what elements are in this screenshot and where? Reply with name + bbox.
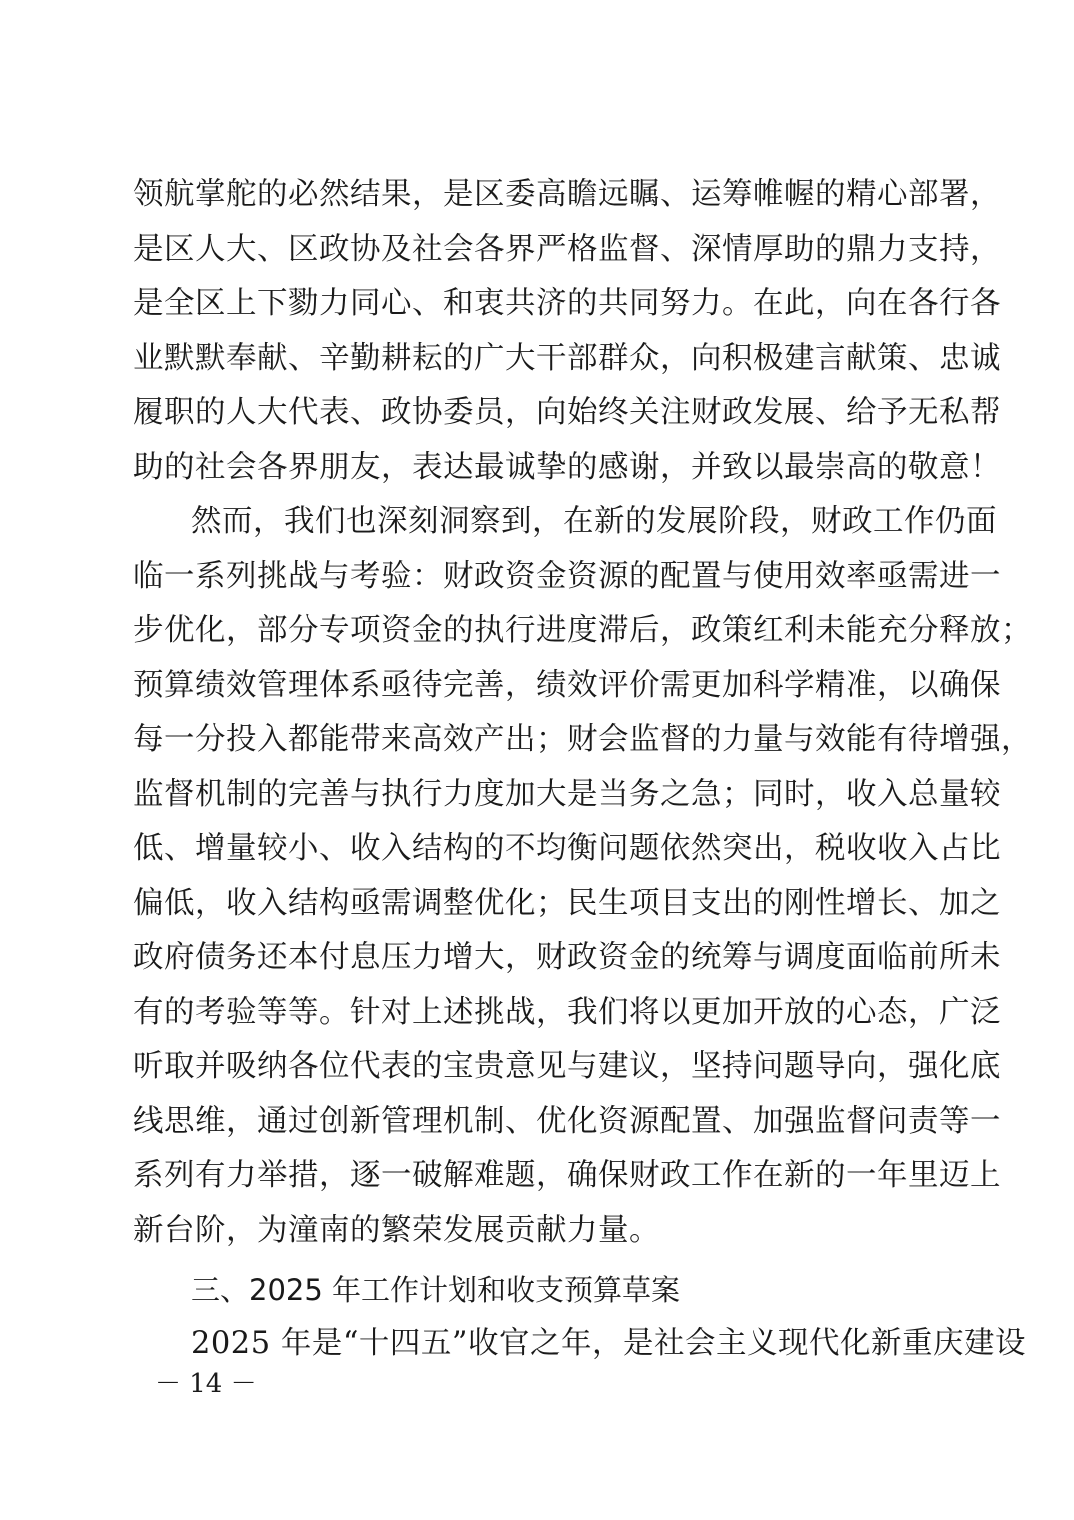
text-line: 是区人大、区政协及社会各界严格监督、深情厚助的鼎力支持，	[133, 232, 1001, 267]
text-line: 是全区上下勠力同心、和衷共济的共同努力。在此，向在各行各	[133, 286, 1001, 321]
text-line: 业默默奉献、辛勤耕耘的广大干部群众，向积极建言献策、忠诚	[133, 341, 1001, 376]
text-line: 临一系列挑战与考验：财政资金资源的配置与使用效率亟需进一	[133, 559, 1001, 594]
text-line: 助的社会各界朋友，表达最诚挚的感谢，并致以最崇高的敬意！	[133, 450, 1001, 485]
text-line: 监督机制的完善与执行力度加大是当务之急；同时，收入总量较	[133, 777, 1001, 812]
section-heading: 三、2025 年工作计划和收支预算草案	[191, 1273, 681, 1307]
text-line: 系列有力举措，逐一破解难题，确保财政工作在新的一年里迈上	[133, 1158, 1001, 1193]
text-line: 偏低，收入结构亟需调整优化；民生项目支出的刚性增长、加之	[133, 886, 1001, 921]
text-line: 每一分投入都能带来高效产出；财会监督的力量与效能有待增强，	[133, 722, 1032, 757]
text-line: 低、增量较小、收入结构的不均衡问题依然突出，税收收入占比	[133, 831, 1001, 866]
text-line: 政府债务还本付息压力增大，财政资金的统筹与调度面临前所未	[133, 940, 1001, 975]
text-line: 领航掌舵的必然结果，是区委高瞻远瞩、运筹帷幄的精心部署，	[133, 177, 1001, 212]
text-line: 履职的人大代表、政协委员，向始终关注财政发展、给予无私帮	[133, 395, 1001, 430]
text-line: 新台阶，为潼南的繁荣发展贡献力量。	[133, 1213, 660, 1248]
text-line: 听取并吸纳各位代表的宝贵意见与建议，坚持问题导向，强化底	[133, 1049, 1001, 1084]
text-line: 2025 年是“十四五”收官之年，是社会主义现代化新重庆建设	[191, 1326, 1026, 1361]
text-line: 线思维，通过创新管理机制、优化资源配置、加强监督问责等一	[133, 1104, 1001, 1139]
text-line: 然而，我们也深刻洞察到，在新的发展阶段，财政工作仍面	[191, 504, 997, 539]
text-line: 有的考验等等。针对上述挑战，我们将以更加开放的心态，广泛	[133, 995, 1001, 1030]
page-number: － 14 －	[155, 1369, 257, 1399]
text-line: 预算绩效管理体系亟待完善，绩效评价需更加科学精准，以确保	[133, 668, 1001, 703]
text-line: 步优化，部分专项资金的执行进度滞后，政策红利未能充分释放；	[133, 613, 1032, 648]
